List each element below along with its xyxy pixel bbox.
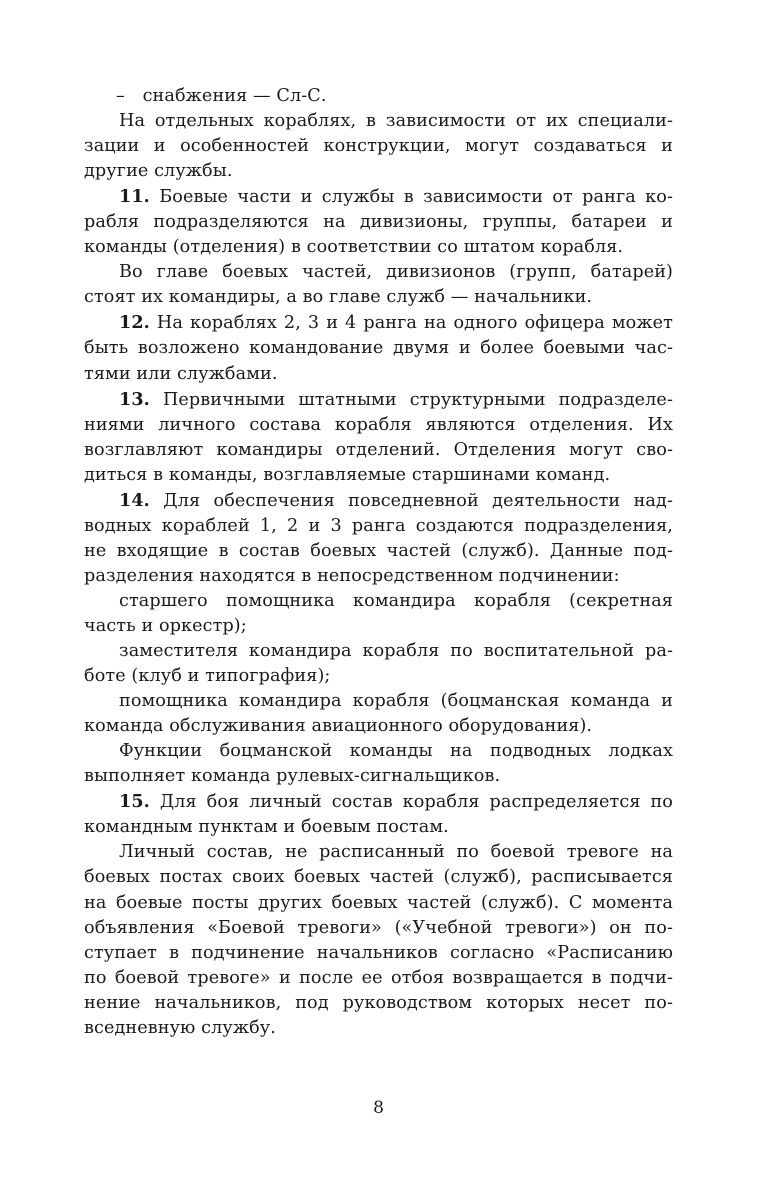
text-line: Во главе боевых частей, дивизионов (групп, батарей) <box>119 262 673 283</box>
page-body <box>84 84 673 1041</box>
text-line: тями или службами. <box>84 363 278 384</box>
clause-number: 14. <box>119 489 150 511</box>
text-line: не входящие в состав боевых частей (служб). Данные под- <box>84 540 673 561</box>
text-line: боевых постах своих боевых частей (служб), расписывается <box>84 867 673 888</box>
text-line: ступает в подчинение начальников согласно «Расписанию <box>84 942 673 963</box>
text-line: Функции боцманской команды на подводных лодках <box>119 741 673 762</box>
text-line: стоят их командиры, а во главе служб — начальники. <box>84 287 593 308</box>
text-line: помощника командира корабля (боцманская команда и <box>119 691 673 712</box>
text-line: на боевые посты других боевых частей (служб). С момента <box>84 892 673 913</box>
text-line: боте (клуб и типография); <box>84 666 331 687</box>
paragraph <box>84 84 673 109</box>
line-text: Первичными штатными структурными подразделе- <box>149 389 673 410</box>
paragraph <box>84 639 673 689</box>
text-line: объявления «Боевой тревоги» («Учебной тревоги») он по- <box>84 917 673 938</box>
paragraph <box>84 689 673 739</box>
clause-number: 13. <box>119 388 150 410</box>
text-line: На отдельных кораблях, в зависимости от их специали- <box>119 111 673 132</box>
text-line: нение начальников, под руководством которых несет по- <box>84 992 673 1013</box>
paragraph <box>84 109 673 184</box>
line-text: Боевые части и службы в зависимости от ранга ко- <box>149 187 673 208</box>
text-line: по боевой тревоге» и после ее отбоя возвращается в подчи- <box>84 967 673 988</box>
text-line: возглавляют командиры отделений. Отделения могут сво- <box>84 439 673 460</box>
numbered-paragraph <box>84 310 673 386</box>
line-text: Для обеспечения повседневной деятельности над- <box>149 490 673 511</box>
paragraph <box>84 589 673 639</box>
paragraph <box>84 840 673 1040</box>
text-line: часть и оркестр); <box>84 615 247 636</box>
text-line: вседневную службу. <box>84 1017 276 1038</box>
numbered-paragraph <box>84 789 673 840</box>
text-line: старшего помощника командира корабля (секретная <box>119 590 673 611</box>
text-line: быть возложено командование двумя и более боевыми час- <box>84 338 673 359</box>
clause-number: 15. <box>119 791 150 813</box>
text-line: выполняет команда рулевых-сигнальщиков. <box>84 766 501 787</box>
clause-number: 12. <box>119 312 150 334</box>
clause-number: 11. <box>119 186 150 208</box>
line-text: На кораблях 2, 3 и 4 ранга на одного офицера может <box>149 313 673 334</box>
numbered-paragraph <box>84 184 673 260</box>
numbered-paragraph <box>84 488 673 589</box>
text-line: рабля подразделяются на дивизионы, группы, батареи и <box>84 212 673 233</box>
numbered-paragraph <box>84 387 673 488</box>
text-line: другие службы. <box>84 161 233 182</box>
text-line: заместителя командира корабля по воспитательной ра- <box>119 641 673 662</box>
text-line: разделения находятся в непосредственном подчинении: <box>84 565 620 586</box>
text-line: диться в команды, возглавляемые старшинами команд. <box>84 464 611 485</box>
text-line <box>84 789 673 815</box>
text-line: водных кораблей 1, 2 и 3 ранга создаются подразделения, <box>84 515 673 536</box>
paragraph <box>84 739 673 789</box>
text-line: зации и особенностей конструкции, могут создаваться и <box>84 136 673 157</box>
text-line: – снабжения — Сл-С. <box>116 86 327 106</box>
text-line <box>84 488 673 514</box>
paragraph <box>84 260 673 310</box>
text-line: ниями личного состава корабля являются отделения. Их <box>84 414 673 435</box>
text-line: команда обслуживания авиационного оборудования). <box>84 716 593 737</box>
text-line: командным пунктам и боевым постам. <box>84 817 449 838</box>
text-line <box>84 310 673 336</box>
line-text: Для боя личный состав корабля распределяется по <box>149 792 673 813</box>
text-line <box>84 184 673 210</box>
text-line: Личный состав, не расписанный по боевой тревоге на <box>119 842 673 863</box>
page-number: 8 <box>373 1098 384 1118</box>
text-line: команды (отделения) в соответствии со штатом корабля. <box>84 237 624 258</box>
text-line <box>84 387 673 413</box>
